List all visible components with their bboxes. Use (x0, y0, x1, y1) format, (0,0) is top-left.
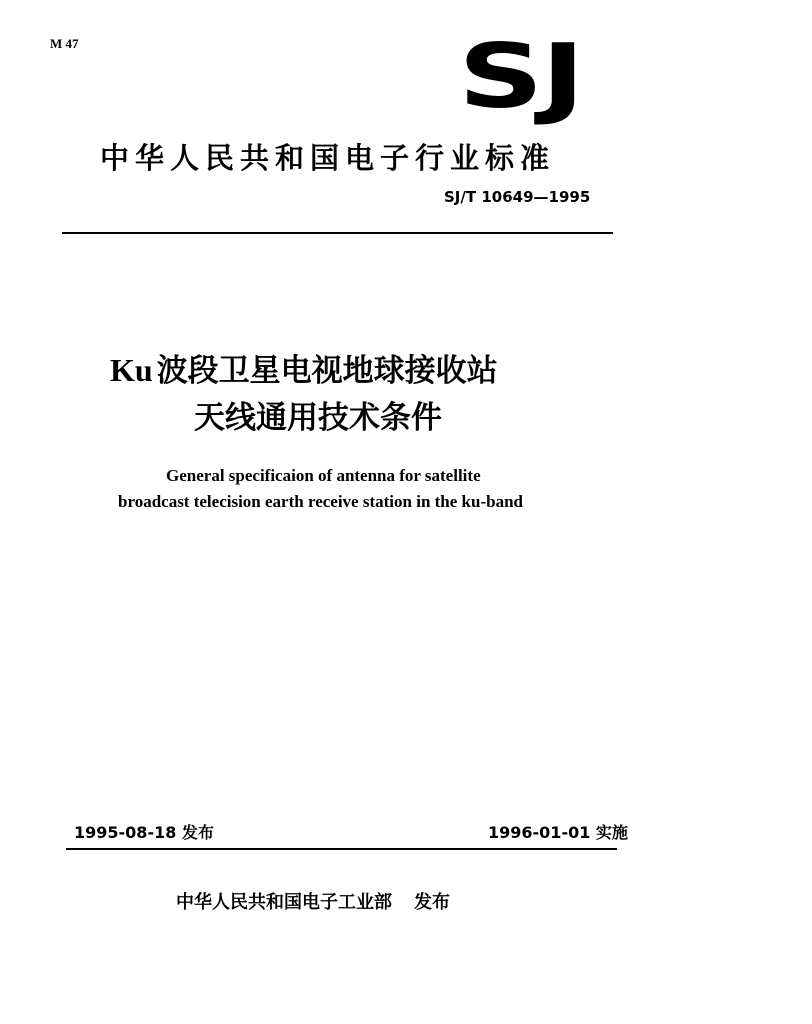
title-line-1-text: 波段卫星电视地球接收站 (156, 353, 498, 389)
classification-code: M 47 (50, 36, 79, 51)
title-ku-prefix: Ku (110, 352, 153, 388)
publisher-line (176, 888, 450, 914)
top-divider (62, 232, 613, 234)
english-title-line-2: broadcast telecision earth receive station in the ku-band (118, 492, 523, 511)
publisher-name: 中华人民共和国电子工业部 (176, 892, 392, 913)
publisher-action: 发布 (414, 892, 450, 913)
standard-number: SJ/T 10649—1995 (444, 188, 591, 206)
implementation-date: 1996-01-01 实施 (488, 823, 628, 842)
title-line-1 (110, 345, 498, 390)
sj-logo: SJ (458, 25, 583, 128)
title-line-2: 天线通用技术条件 (194, 400, 442, 436)
organization-title: 中华人民共和国电子行业标准 (100, 141, 556, 175)
bottom-divider (66, 848, 617, 850)
english-title-line-1: General specificaion of antenna for satellite (166, 466, 481, 485)
issue-date: 1995-08-18 发布 (74, 823, 214, 842)
